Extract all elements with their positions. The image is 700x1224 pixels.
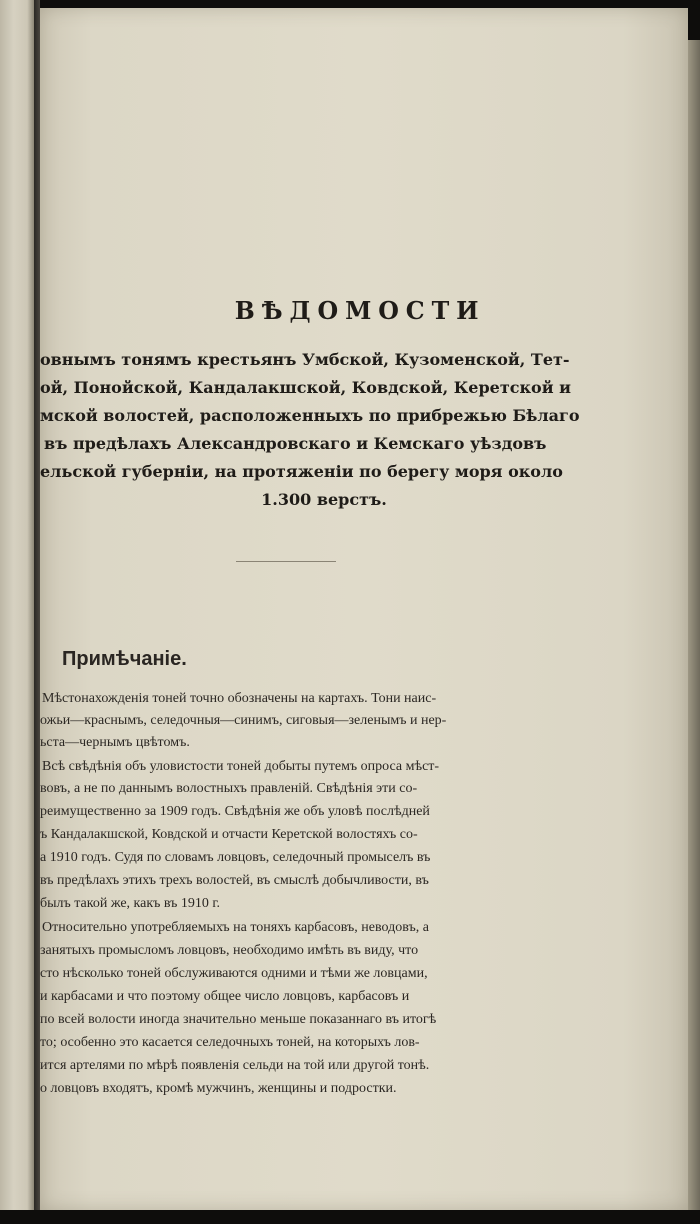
bottom-background	[0, 1210, 700, 1224]
heading-line: ой, Понойской, Кандалакшской, Ковдской, Керетской и	[40, 378, 571, 397]
document-page	[40, 8, 688, 1210]
left-page-edge	[0, 0, 34, 1224]
note-line: то; особенно это касается селедочныхъ тоней, на которыхъ лов-	[40, 1035, 420, 1050]
note-line: Относительно употребляемыхъ на тоняхъ карбасовъ, неводовъ, а	[42, 920, 429, 935]
note-line: ьста—чернымъ цвѣтомъ.	[40, 735, 190, 750]
note-line: ится артелями по мѣрѣ появленiя сельди на той или другой тонѣ.	[40, 1058, 430, 1073]
note-line: былъ такой же, какъ въ 1910 г.	[40, 896, 221, 911]
heading-line: мской волостей, расположенныхъ по прибрежью Бѣлаго	[40, 406, 580, 425]
note-line: ожьи—краснымъ, селедочныя—синимъ, сиговыя—зеленымъ и нер-	[40, 713, 447, 728]
note-line: вовъ, а не по даннымъ волостныхъ правленiй. Свѣдѣнiя эти со-	[40, 781, 418, 796]
heading-line: 1.300 верстъ.	[261, 490, 387, 509]
right-page-edge	[688, 40, 700, 1210]
note-line: реимущественно за 1909 годъ. Свѣдѣнiя же объ уловѣ послѣдней	[40, 804, 430, 819]
note-line: въ предѣлахъ этихъ трехъ волостей, въ смыслѣ добычливости, въ	[40, 873, 429, 888]
note-line: по всей волости иногда значительно меньше показаннаго въ итогѣ	[40, 1012, 437, 1027]
note-line: о ловцовъ входятъ, кромѣ мужчинъ, женщины и подростки.	[40, 1081, 397, 1096]
section-separator	[236, 561, 336, 562]
note-line: и карбасами и что поэтому общее число ловцовъ, карбасовъ и	[40, 989, 410, 1004]
note-line: Всѣ свѣдѣнiя объ уловистости тоней добыты путемъ опроса мѣст-	[42, 759, 440, 774]
note-line: сто нѣсколько тоней обслуживаются одними и тѣми же ловцами,	[40, 966, 428, 981]
document-title: ВѢДОМОСТИ	[234, 296, 486, 325]
heading-line: овнымъ тонямъ крестьянъ Умбской, Кузоменской, Тет-	[40, 350, 570, 369]
note-line: Мѣстонахожденiя тоней точно обозначены на картахъ. Тони наис-	[42, 691, 437, 706]
note-line: ъ Кандалакшской, Ковдской и отчасти Керетской волостяхъ со-	[40, 827, 418, 842]
heading-line: въ предѣлахъ Александровскаго и Кемскаго уѣздовъ	[44, 434, 547, 453]
note-line: а 1910 годъ. Судя по словамъ ловцовъ, селедочный промыселъ въ	[40, 850, 431, 865]
note-title: Примѣчанiе.	[62, 648, 187, 670]
note-line: занятыхъ промысломъ ловцовъ, необходимо имѣть въ виду, что	[40, 943, 419, 958]
heading-line: ельской губернiи, на протяженiи по берегу моря около	[40, 462, 563, 481]
